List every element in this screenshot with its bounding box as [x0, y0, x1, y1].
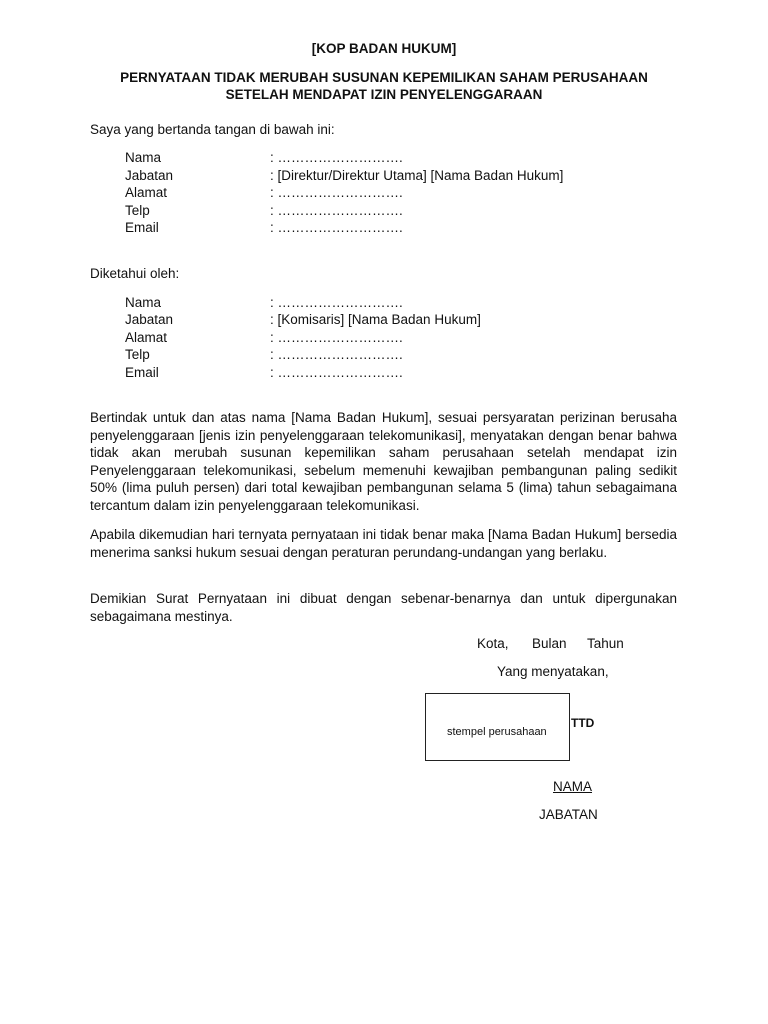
statement-paragraph-1	[90, 409, 677, 514]
field-value: : ……………………….	[270, 220, 403, 235]
field-value: : [Direktur/Direktur Utama] [Nama Badan Hukum]	[270, 168, 564, 183]
field-label: Jabatan	[125, 312, 174, 327]
field-label: Alamat	[125, 185, 168, 200]
field-label: Alamat	[125, 330, 168, 345]
field-value: : ……………………….	[270, 347, 403, 362]
acknowledged-by-text: Diketahui oleh:	[90, 266, 180, 281]
signature-year: Tahun	[587, 636, 624, 651]
field-label: Nama	[125, 150, 162, 165]
signer-position: JABATAN	[539, 807, 598, 822]
field-label: Jabatan	[125, 168, 174, 183]
document-title-line1: PERNYATAAN TIDAK MERUBAH SUSUNAN KEPEMILIKAN SAHAM PERUSAHAAN	[120, 70, 648, 85]
field-label: Email	[125, 220, 159, 235]
letterhead-placeholder: [KOP BADAN HUKUM]	[311, 41, 457, 56]
declarant-label: Yang menyatakan,	[497, 664, 609, 679]
signer-name: NAMA	[553, 779, 593, 794]
company-stamp-label: stempel perusahaan	[447, 726, 547, 738]
field-label: Telp	[125, 347, 150, 362]
field-value: : ……………………….	[270, 203, 403, 218]
field-value: : ……………………….	[270, 185, 403, 200]
document-title-line2: SETELAH MENDAPAT IZIN PENYELENGGARAAN	[225, 87, 543, 102]
field-value: : [Komisaris] [Nama Badan Hukum]	[270, 312, 481, 327]
signature-mark: TTD	[571, 716, 595, 730]
intro-text: Saya yang bertanda tangan di bawah ini:	[90, 122, 335, 137]
statement-paragraph-3	[90, 590, 677, 625]
field-label: Email	[125, 365, 159, 380]
paragraph-text: Bertindak untuk dan atas nama [Nama Badan Hukum], sesuai persyaratan perizinan berusaha penyelenggaraan [jenis izin penyelenggaraan telekomunikasi], menyatakan dengan benar bahwa tidak akan merubah susunan kepemilikan saham perusahaan setelah mendapat izin Penyelenggaraan telekomunikasi, sebelum memenuhi kewajiban pembangunan paling sedikit 50% (lima puluh persen) dari total kewajiban pembangunan selama 5 (lima) tahun sebagaimana tercantum dalam izin penyelenggaraan telekomunikasi.	[90, 410, 677, 513]
field-value: : ……………………….	[270, 365, 403, 380]
field-value: : ……………………….	[270, 330, 403, 345]
statement-paragraph-2	[90, 526, 677, 561]
signature-month: Bulan	[532, 636, 567, 651]
paragraph-text: Demikian Surat Pernyataan ini dibuat dengan sebenar-benarnya dan untuk dipergunakan sebagaimana mestinya.	[90, 591, 677, 624]
paragraph-text: Apabila dikemudian hari ternyata pernyataan ini tidak benar maka [Nama Badan Hukum] bersedia menerima sanksi hukum sesuai dengan peraturan perundang-undangan yang berlaku.	[90, 527, 677, 560]
field-value: : ……………………….	[270, 295, 403, 310]
signature-city: Kota,	[477, 636, 509, 651]
field-label: Telp	[125, 203, 150, 218]
field-value: : ……………………….	[270, 150, 403, 165]
field-label: Nama	[125, 295, 162, 310]
